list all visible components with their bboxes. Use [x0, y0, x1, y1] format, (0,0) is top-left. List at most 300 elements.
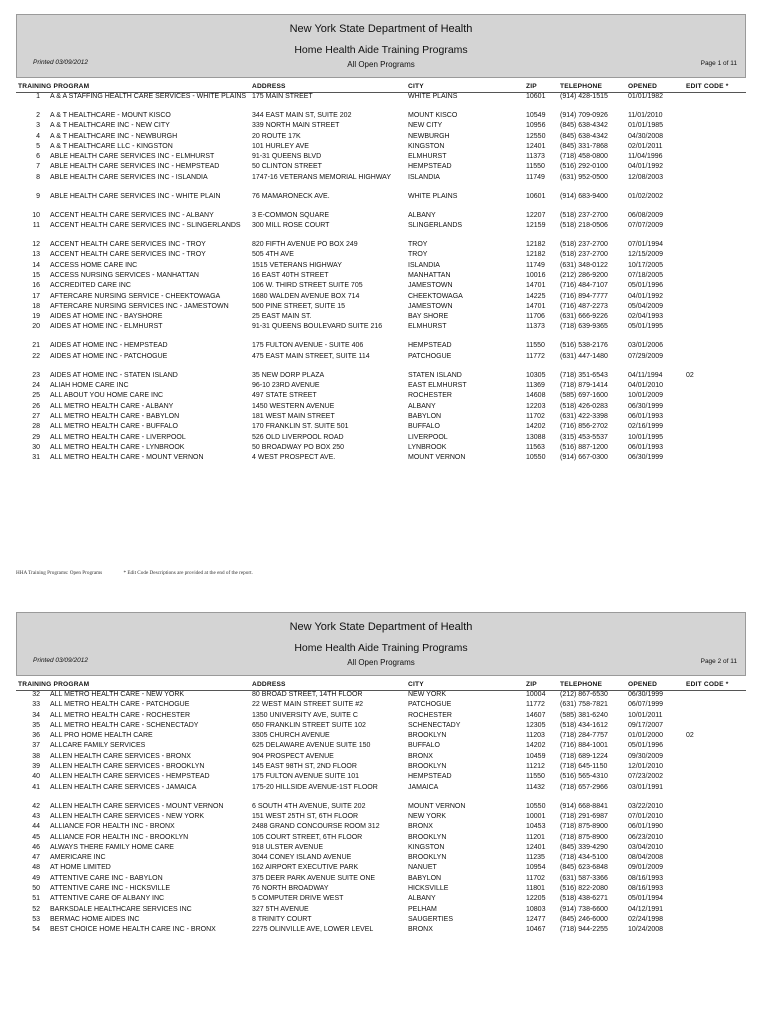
table-row — [16, 701, 746, 711]
table-row — [16, 742, 746, 752]
city: LIVERPOOL — [408, 433, 448, 441]
col-address: ADDRESS — [252, 681, 286, 688]
row-number: 47 — [32, 854, 40, 862]
table-row — [16, 753, 746, 763]
address: 327 5TH AVENUE — [252, 905, 309, 913]
telephone: (718) 284-7757 — [560, 732, 608, 740]
report-page-2 — [16, 612, 746, 945]
city: NEWBURGH — [408, 132, 450, 140]
footer-left: HHA Training Programs: Open Programs — [16, 570, 103, 576]
address: 1747-16 VETERANS MEMORIAL HIGHWAY — [252, 173, 391, 181]
table-row — [16, 413, 746, 423]
address: 80 BROAD STREET, 14TH FLOOR — [252, 691, 363, 698]
telephone: (845) 246-6000 — [560, 915, 608, 923]
opened-date: 04/11/1994 — [628, 371, 663, 379]
telephone: (914) 428-1515 — [560, 93, 608, 100]
telephone: (718) 879-1414 — [560, 382, 608, 390]
opened-date: 02/01/2011 — [628, 142, 663, 150]
zip: 13088 — [526, 433, 546, 441]
column-header-row — [16, 80, 746, 93]
zip: 12401 — [526, 843, 546, 851]
telephone: (718) 645-1150 — [560, 763, 608, 771]
address: 22 WEST MAIN STREET SUITE #2 — [252, 701, 363, 709]
row-number: 15 — [32, 271, 40, 279]
telephone: (718) 458-0800 — [560, 153, 608, 161]
city: PELHAM — [408, 905, 437, 913]
row-number: 40 — [32, 773, 40, 781]
address: 3 E-COMMON SQUARE — [252, 211, 330, 219]
address: 170 FRANKLIN ST. SUITE 501 — [252, 423, 349, 431]
zip: 10954 — [526, 864, 546, 872]
table-row — [16, 875, 746, 885]
report-footer — [16, 570, 273, 576]
table-row — [16, 823, 746, 833]
row-number: 9 — [36, 192, 40, 200]
zip: 12550 — [526, 132, 546, 140]
zip: 10550 — [526, 454, 546, 462]
telephone: (518) 237-2700 — [560, 241, 608, 249]
row-number: 32 — [32, 691, 40, 698]
telephone: (516) 565-4310 — [560, 773, 608, 781]
opened-date: 11/04/1996 — [628, 153, 663, 161]
report-header — [16, 612, 746, 676]
opened-date: 11/01/2010 — [628, 112, 663, 119]
report-header — [16, 14, 746, 78]
table-row — [16, 122, 746, 132]
row-number: 6 — [36, 153, 40, 161]
page-number: Page 1 of 11 — [700, 60, 737, 67]
opened-date: 10/24/2008 — [628, 926, 664, 934]
opened-date: 07/01/1994 — [628, 241, 664, 249]
table-row — [16, 342, 746, 352]
table-row — [16, 174, 746, 193]
opened-date: 06/01/1993 — [628, 443, 664, 451]
address: 175-20 HILLSIDE AVENUE-1ST FLOOR — [252, 783, 378, 791]
program-name: ALLEN HEALTH CARE SERVICES - MOUNT VERNON — [50, 802, 224, 810]
program-name: A & T HEALTHCARE - MOUNT KISCO — [50, 112, 171, 119]
program-name: ABLE HEALTH CARE SERVICES INC - WHITE PLAIN — [50, 192, 221, 200]
opened-date: 08/16/1993 — [628, 885, 664, 893]
row-number: 33 — [32, 701, 40, 709]
table-row — [16, 844, 746, 854]
city: SCHENECTADY — [408, 721, 461, 729]
opened-date: 08/04/2008 — [628, 854, 664, 862]
table-row — [16, 251, 746, 261]
table-row — [16, 153, 746, 163]
address: 904 PROSPECT AVENUE — [252, 752, 334, 760]
address: 175 FULTON AVENUE SUITE 101 — [252, 773, 359, 781]
opened-date: 06/30/1999 — [628, 691, 664, 698]
city: TROY — [408, 251, 428, 259]
opened-date: 06/30/1999 — [628, 454, 664, 462]
table-row — [16, 392, 746, 402]
program-name: ALWAYS THERE FAMILY HOME CARE — [50, 843, 174, 851]
table-row — [16, 885, 746, 895]
telephone: (631) 587-3366 — [560, 874, 608, 882]
city: BABYLON — [408, 412, 442, 420]
city: CHEEKTOWAGA — [408, 292, 463, 300]
city: ALBANY — [408, 211, 436, 219]
city: HICKSVILLE — [408, 885, 449, 893]
address: 96-10 23RD AVENUE — [252, 382, 320, 390]
city: WHITE PLAINS — [408, 192, 458, 200]
table-row — [16, 423, 746, 433]
address: 625 DELAWARE AVENUE SUITE 150 — [252, 742, 371, 750]
opened-date: 01/02/2002 — [628, 192, 664, 200]
telephone: (518) 426-0283 — [560, 402, 608, 410]
address: 4 WEST PROSPECT AVE. — [252, 454, 336, 462]
table-row — [16, 382, 746, 392]
program-name: ALLCARE FAMILY SERVICES — [50, 742, 146, 750]
table-row — [16, 143, 746, 153]
edit-code: 02 — [686, 371, 694, 379]
table-row — [16, 926, 746, 945]
telephone: (516) 292-0100 — [560, 163, 608, 171]
row-number: 48 — [32, 864, 40, 872]
column-header-row — [16, 678, 746, 691]
address: 500 PINE STREET, SUITE 15 — [252, 302, 345, 310]
zip: 11369 — [526, 382, 545, 390]
row-number: 1 — [36, 93, 40, 100]
address: 101 HURLEY AVE — [252, 142, 309, 150]
opened-date: 05/04/2009 — [628, 302, 664, 310]
address: 650 FRANKLIN STREET SUITE 102 — [252, 721, 366, 729]
table-row — [16, 854, 746, 864]
address: 2275 OLINVILLE AVE, LOWER LEVEL — [252, 926, 374, 934]
zip: 11749 — [526, 261, 545, 269]
row-number: 3 — [36, 122, 40, 130]
city: ISLANDIA — [408, 261, 440, 269]
table-row — [16, 222, 746, 241]
opened-date: 07/23/2002 — [628, 773, 664, 781]
zip: 12207 — [526, 211, 546, 219]
zip: 11550 — [526, 342, 545, 350]
table-row — [16, 784, 746, 803]
row-number: 4 — [36, 132, 40, 140]
program-name: ALLEN HEALTH CARE SERVICES - NEW YORK — [50, 812, 205, 820]
printed-date: Printed 03/09/2012 — [33, 657, 88, 664]
program-name: ACCESS NURSING SERVICES - MANHATTAN — [50, 271, 199, 279]
zip: 12203 — [526, 402, 546, 410]
row-number: 53 — [32, 915, 40, 923]
telephone: (518) 218-0506 — [560, 222, 608, 230]
col-program: TRAINING PROGRAM — [18, 681, 90, 688]
city: BROOKLYN — [408, 854, 447, 862]
program-name: ALLEN HEALTH CARE SERVICES - JAMAICA — [50, 783, 197, 791]
address: 175 MAIN STREET — [252, 93, 313, 100]
city: HEMPSTEAD — [408, 773, 452, 781]
opened-date: 06/23/2010 — [628, 833, 664, 841]
row-number: 11 — [32, 222, 40, 230]
city: BABYLON — [408, 874, 442, 882]
city: BAY SHORE — [408, 313, 449, 321]
edit-code: 02 — [686, 732, 694, 740]
table-row — [16, 434, 746, 444]
zip: 12205 — [526, 895, 546, 903]
program-name: ABLE HEALTH CARE SERVICES INC - ISLANDIA — [50, 173, 208, 181]
row-number: 25 — [32, 392, 40, 400]
address: 820 FIFTH AVENUE PO BOX 249 — [252, 241, 358, 249]
telephone: (718) 351-6543 — [560, 371, 608, 379]
opened-date: 10/01/2011 — [628, 711, 663, 719]
telephone: (914) 668-8841 — [560, 802, 608, 810]
city: NEW YORK — [408, 812, 446, 820]
address: 106 W. THIRD STREET SUITE 705 — [252, 282, 363, 290]
address: 76 NORTH BROADWAY — [252, 885, 329, 893]
program-name: ALL METRO HEALTH CARE - PATCHOGUE — [50, 701, 190, 709]
zip: 10305 — [526, 371, 546, 379]
zip: 11432 — [526, 783, 545, 791]
col-zip: ZIP — [526, 681, 537, 688]
row-number: 38 — [32, 752, 40, 760]
city: EAST ELMHURST — [408, 382, 467, 390]
city: SLINGERLANDS — [408, 222, 463, 230]
zip: 10549 — [526, 112, 546, 119]
opened-date: 02/04/1993 — [628, 313, 664, 321]
opened-date: 03/22/2010 — [628, 802, 664, 810]
program-name: ALLIANCE FOR HEALTH INC - BRONX — [50, 823, 175, 831]
opened-date: 09/17/2007 — [628, 721, 664, 729]
telephone: (716) 884-1001 — [560, 742, 608, 750]
program-name: ALL ABOUT YOU HOME CARE INC — [50, 392, 164, 400]
telephone: (585) 697-1600 — [560, 392, 608, 400]
telephone: (518) 237-2700 — [560, 251, 608, 259]
zip: 10601 — [526, 93, 546, 100]
opened-date: 01/01/1982 — [628, 93, 664, 100]
program-name: AFTERCARE NURSING SERVICES INC - JAMESTOWN — [50, 302, 229, 310]
address: 50 CLINTON STREET — [252, 163, 322, 171]
opened-date: 07/29/2009 — [628, 352, 664, 360]
address: 91-31 QUEENS BLVD — [252, 153, 322, 161]
opened-date: 06/07/1999 — [628, 701, 664, 709]
address: 175 FULTON AVENUE - SUITE 406 — [252, 342, 364, 350]
address: 162 AIRPORT EXECUTIVE PARK — [252, 864, 359, 872]
telephone: (718) 639-9365 — [560, 323, 608, 331]
address: 5 COMPUTER DRIVE WEST — [252, 895, 344, 903]
program-name: A & T HEALTHCARE INC - NEWBURGH — [50, 132, 178, 140]
opened-date: 02/24/1998 — [628, 915, 664, 923]
report-title: Home Health Aide Training Programs — [294, 44, 468, 56]
table-row — [16, 813, 746, 823]
agency-title: New York State Department of Health — [289, 23, 473, 35]
table-row — [16, 403, 746, 413]
zip: 11563 — [526, 443, 545, 451]
table-row — [16, 906, 746, 916]
telephone: (716) 856-2702 — [560, 423, 608, 431]
table-row — [16, 193, 746, 212]
program-name: ACCENT HEALTH CARE SERVICES INC - TROY — [50, 241, 206, 249]
program-name: AIDES AT HOME INC - PATCHOGUE — [50, 352, 168, 360]
zip: 10004 — [526, 691, 546, 698]
zip: 14608 — [526, 392, 546, 400]
telephone: (845) 623-6848 — [560, 864, 608, 872]
table-row — [16, 722, 746, 732]
zip: 11203 — [526, 732, 545, 740]
table-row — [16, 323, 746, 342]
row-number: 44 — [32, 823, 40, 831]
telephone: (914) 709-0926 — [560, 112, 608, 119]
table-row — [16, 112, 746, 122]
zip: 12182 — [526, 251, 546, 259]
telephone: (718) 291-6987 — [560, 812, 608, 820]
table-row — [16, 454, 746, 464]
row-number: 22 — [32, 352, 40, 360]
city: HEMPSTEAD — [408, 342, 452, 350]
col-opened: OPENED — [628, 681, 658, 688]
city: PATCHOGUE — [408, 352, 452, 360]
telephone: (212) 286-9200 — [560, 271, 608, 279]
row-number: 20 — [32, 323, 40, 331]
program-name: ALL PRO HOME HEALTH CARE — [50, 732, 153, 740]
zip: 11373 — [526, 153, 545, 161]
zip: 12477 — [526, 915, 546, 923]
row-number: 13 — [32, 251, 40, 259]
row-number: 18 — [32, 302, 40, 310]
zip: 11373 — [526, 323, 545, 331]
table-row — [16, 732, 746, 742]
address: 1450 WESTERN AVENUE — [252, 402, 335, 410]
program-name: AT HOME LIMITED — [50, 864, 111, 872]
program-name: ALL METRO HEALTH CARE - SCHENECTADY — [50, 721, 199, 729]
city: BRONX — [408, 926, 433, 934]
table-row — [16, 282, 746, 292]
table-row — [16, 444, 746, 454]
table-row — [16, 712, 746, 722]
row-number: 30 — [32, 443, 40, 451]
telephone: (718) 657-2966 — [560, 783, 608, 791]
zip: 14225 — [526, 292, 546, 300]
program-name: ACCENT HEALTH CARE SERVICES INC - SLINGERLANDS — [50, 222, 241, 230]
telephone: (845) 339-4290 — [560, 843, 608, 851]
address: 497 STATE STREET — [252, 392, 317, 400]
telephone: (914) 683-9400 — [560, 192, 608, 200]
opened-date: 05/01/1995 — [628, 323, 664, 331]
program-name: ABLE HEALTH CARE SERVICES INC - HEMPSTEAD — [50, 163, 220, 171]
program-name: ALL METRO HEALTH CARE - LIVERPOOL — [50, 433, 186, 441]
telephone: (631) 666-9226 — [560, 313, 608, 321]
table-row — [16, 895, 746, 905]
city: BROOKLYN — [408, 732, 447, 740]
row-number: 35 — [32, 721, 40, 729]
table-row — [16, 163, 746, 173]
address: 344 EAST MAIN ST, SUITE 202 — [252, 112, 352, 119]
col-zip: ZIP — [526, 83, 537, 90]
address: 918 ULSTER AVENUE — [252, 843, 324, 851]
telephone: (585) 381-6240 — [560, 711, 608, 719]
address: 6 SOUTH 4TH AVENUE, SUITE 202 — [252, 802, 366, 810]
city: JAMAICA — [408, 783, 439, 791]
zip: 12159 — [526, 222, 546, 230]
telephone: (914) 667-0300 — [560, 454, 608, 462]
zip: 11235 — [526, 854, 545, 862]
col-city: CITY — [408, 83, 424, 90]
address: 20 ROUTE 17K — [252, 132, 301, 140]
address: 475 EAST MAIN STREET, SUITE 114 — [252, 352, 370, 360]
program-name: ALL METRO HEALTH CARE - ALBANY — [50, 402, 174, 410]
zip: 10016 — [526, 271, 546, 279]
program-name: AIDES AT HOME INC - HEMPSTEAD — [50, 342, 168, 350]
program-name: ALL METRO HEALTH CARE - LYNBROOK — [50, 443, 185, 451]
program-name: ATTENTIVE CARE OF ALBANY INC — [50, 895, 165, 903]
city: NEW YORK — [408, 691, 446, 698]
zip: 14701 — [526, 302, 546, 310]
opened-date: 05/01/1996 — [628, 742, 664, 750]
opened-date: 04/01/1992 — [628, 163, 664, 171]
opened-date: 12/08/2003 — [628, 173, 664, 181]
table-row — [16, 372, 746, 382]
col-city: CITY — [408, 681, 424, 688]
table-row — [16, 272, 746, 282]
program-name: ATTENTIVE CARE INC - BABYLON — [50, 874, 163, 882]
address: 339 NORTH MAIN STREET — [252, 122, 340, 130]
telephone: (631) 758-7821 — [560, 701, 608, 709]
city: HEMPSTEAD — [408, 163, 452, 171]
city: BRONX — [408, 823, 433, 831]
program-name: AMERICARE INC — [50, 854, 106, 862]
table-row — [16, 262, 746, 272]
col-telephone: TELEPHONE — [560, 681, 603, 688]
zip: 11550 — [526, 773, 545, 781]
zip: 11749 — [526, 173, 545, 181]
opened-date: 07/18/2005 — [628, 271, 664, 279]
row-number: 41 — [32, 783, 40, 791]
zip: 12182 — [526, 241, 546, 249]
program-name: A & T HEALTHCARE LLC - KINGSTON — [50, 142, 173, 150]
zip: 11772 — [526, 701, 545, 709]
row-number: 31 — [32, 454, 40, 462]
city: BRONX — [408, 752, 433, 760]
row-number: 52 — [32, 905, 40, 913]
table-row — [16, 293, 746, 303]
address: 181 WEST MAIN STREET — [252, 412, 335, 420]
opened-date: 01/01/1985 — [628, 122, 664, 130]
opened-date: 12/15/2009 — [628, 251, 664, 259]
program-name: ALL METRO HEALTH CARE - ROCHESTER — [50, 711, 191, 719]
program-name: AIDES AT HOME INC - ELMHURST — [50, 323, 163, 331]
row-number: 36 — [32, 732, 40, 740]
zip: 10001 — [526, 812, 546, 820]
row-number: 37 — [32, 742, 40, 750]
city: ELMHURST — [408, 323, 447, 331]
telephone: (718) 434-5100 — [560, 854, 608, 862]
opened-date: 02/16/1999 — [628, 423, 664, 431]
program-name: ACCENT HEALTH CARE SERVICES INC - ALBANY — [50, 211, 214, 219]
table-row — [16, 303, 746, 313]
table-row — [16, 313, 746, 323]
zip: 11212 — [526, 763, 545, 771]
zip: 11706 — [526, 313, 545, 321]
address: 151 WEST 25TH ST, 6TH FLOOR — [252, 812, 359, 820]
row-number: 5 — [36, 142, 40, 150]
telephone: (845) 331-7868 — [560, 142, 608, 150]
zip: 11702 — [526, 874, 545, 882]
row-number: 21 — [32, 342, 40, 350]
opened-date: 10/01/2009 — [628, 392, 664, 400]
city: MOUNT KISCO — [408, 112, 458, 119]
row-number: 51 — [32, 895, 40, 903]
row-number: 43 — [32, 812, 40, 820]
telephone: (631) 952-0500 — [560, 173, 608, 181]
table-row — [16, 864, 746, 874]
program-name: BERMAC HOME AIDES INC — [50, 915, 140, 923]
address: 25 EAST MAIN ST. — [252, 313, 312, 321]
telephone: (631) 348-0122 — [560, 261, 608, 269]
table-row — [16, 834, 746, 844]
program-name: ALLEN HEALTH CARE SERVICES - BRONX — [50, 752, 191, 760]
address: 50 BROADWAY PO BOX 250 — [252, 443, 345, 451]
opened-date: 04/01/1992 — [628, 292, 664, 300]
city: ELMHURST — [408, 153, 447, 161]
